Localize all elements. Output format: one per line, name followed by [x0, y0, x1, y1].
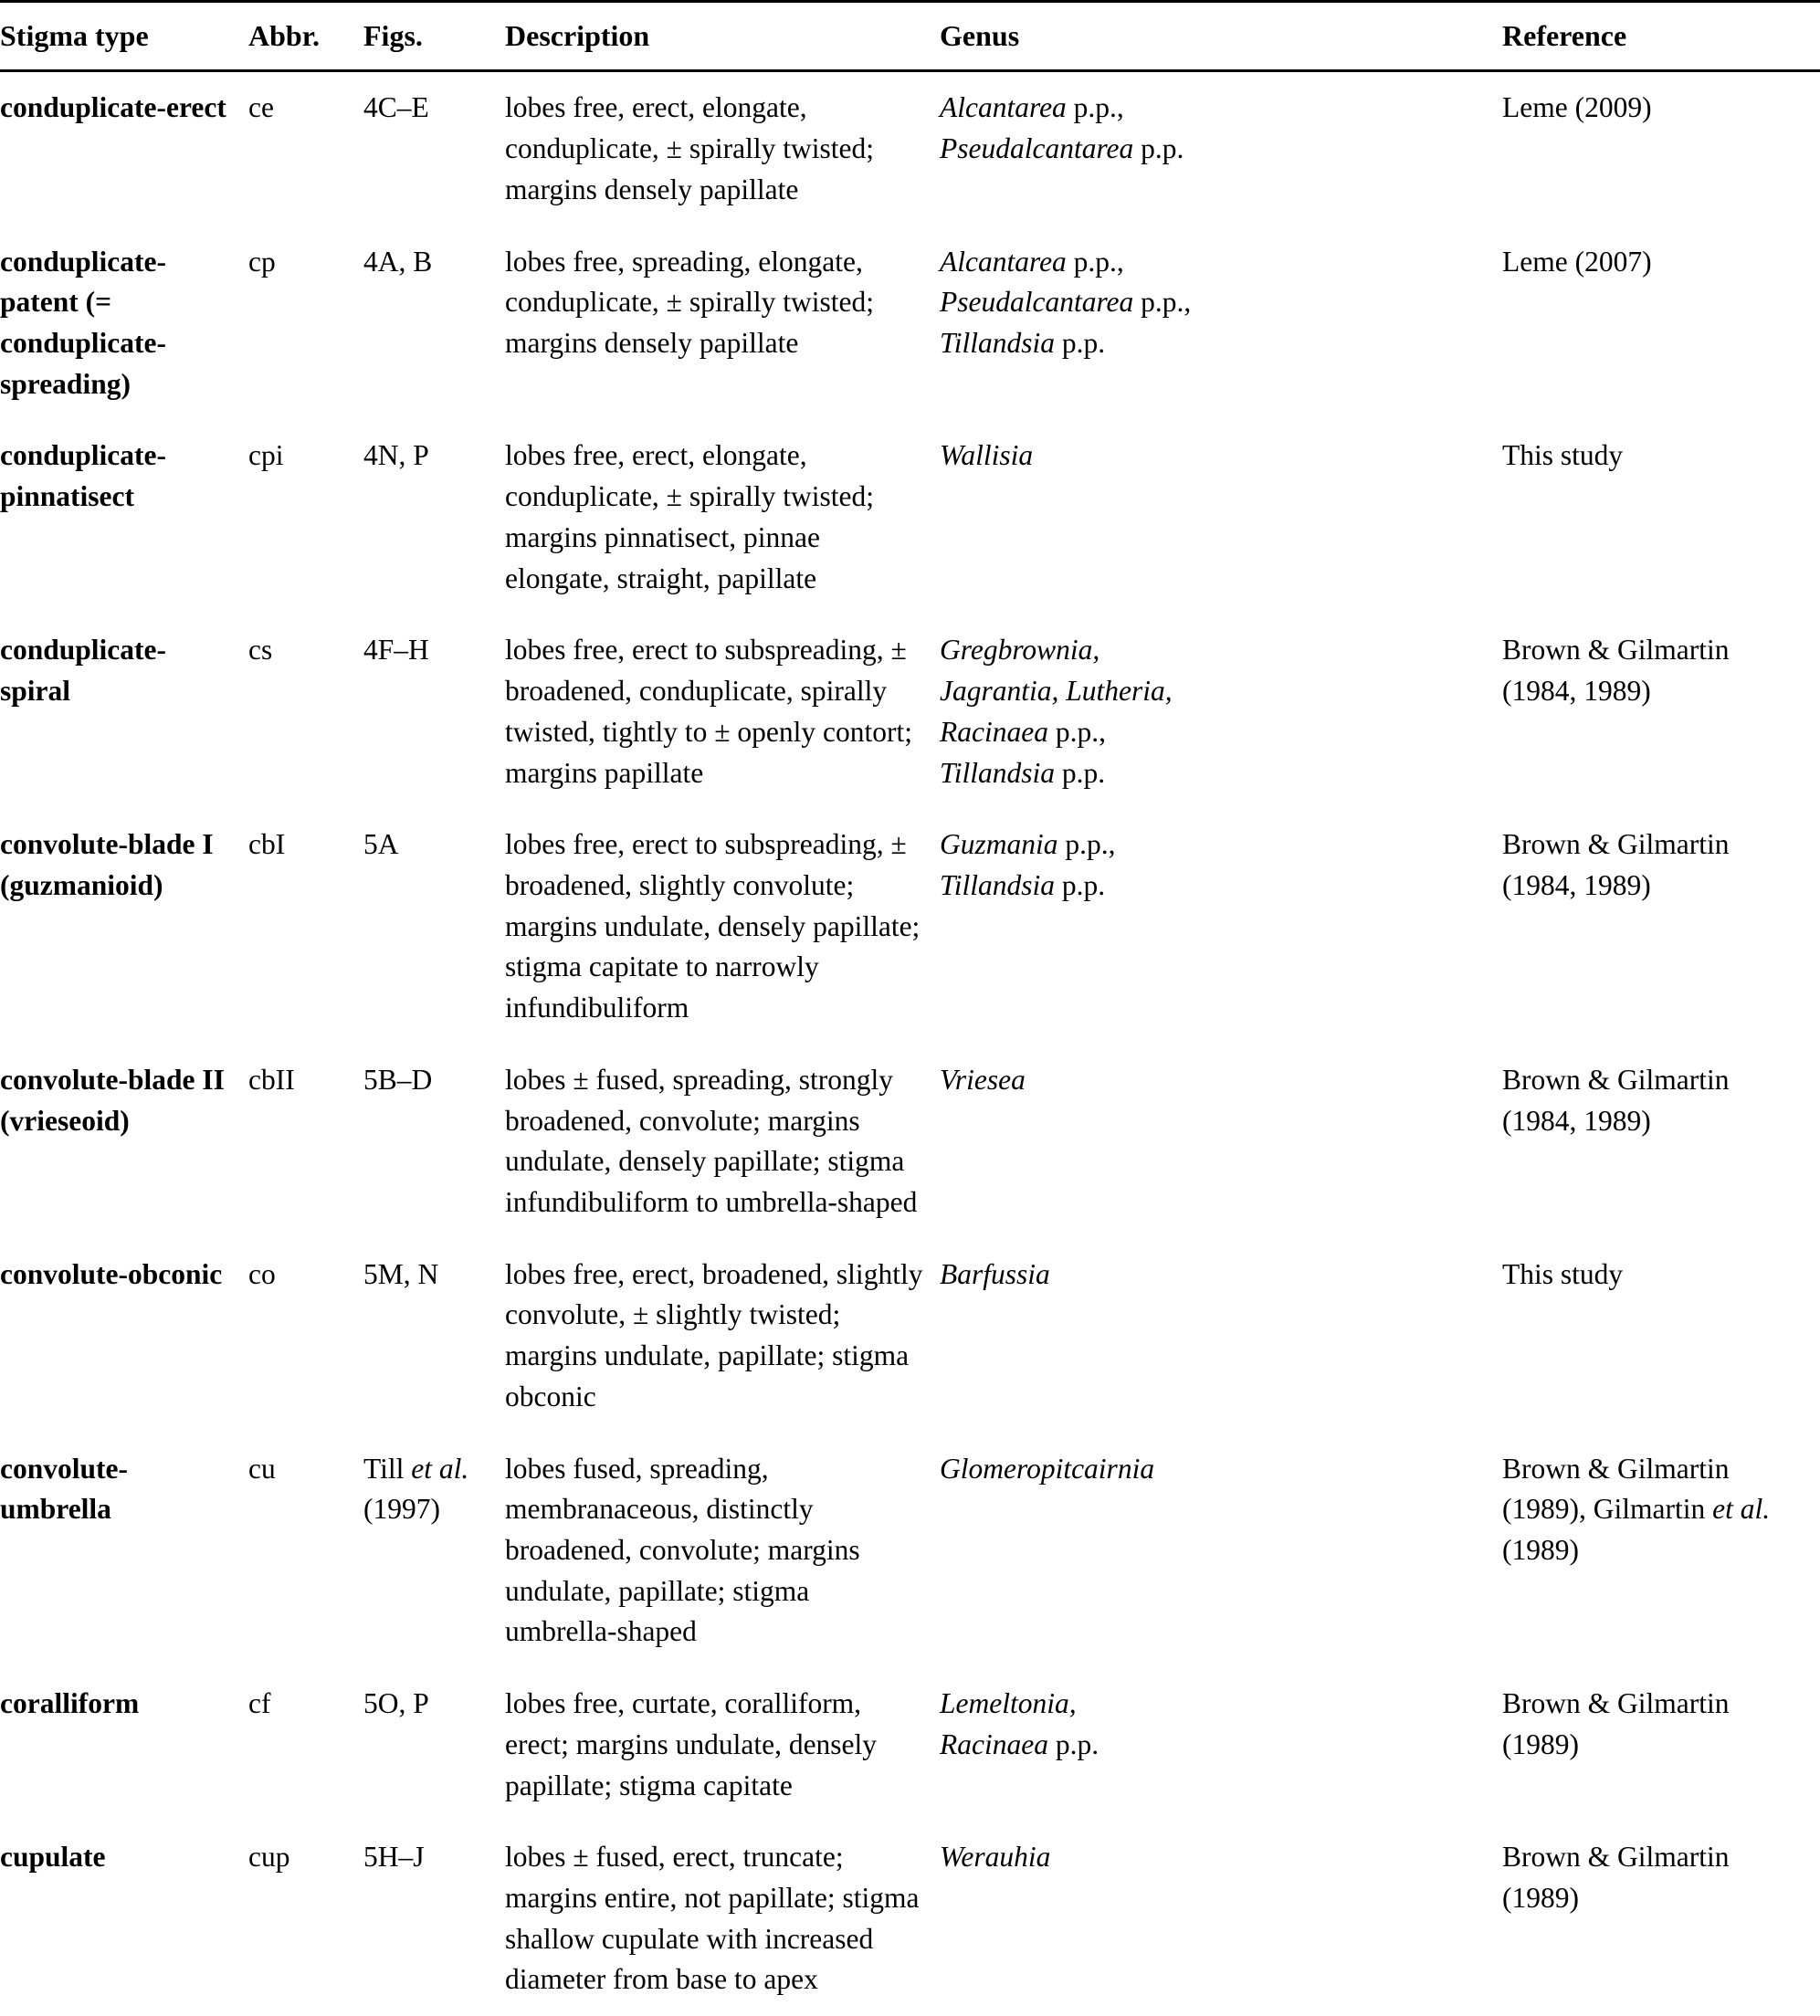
cell-figs: [363, 226, 505, 421]
text-run: 5B–D: [363, 1063, 433, 1096]
table-row: [0, 614, 1820, 809]
cell-reference: [1502, 420, 1820, 614]
genus-name: Racinaea: [940, 715, 1048, 748]
cell-abbr: cf: [248, 1687, 271, 1720]
cell-description: lobes free, erect, elongate, conduplicate, ± spirally twisted; margins densely papillate: [505, 91, 874, 205]
cell-genus: [940, 71, 1502, 226]
cell-description: lobes free, erect, broadened, slightly convolute, ± slightly twisted; margins undulate, papillate; stigma obconic: [505, 1257, 923, 1412]
cell-genus: [940, 1045, 1502, 1239]
text-run: p.p.,: [1057, 828, 1116, 861]
cell-reference: [1502, 809, 1820, 1045]
column-header-genus: Genus: [940, 2, 1502, 71]
cell-figs: [363, 71, 505, 226]
genus-name: Gregbrownia,: [940, 634, 1100, 667]
cell-stigma-type: convolute-obconic: [0, 1257, 223, 1290]
cell-description: lobes ± fused, spreading, strongly broadened, convolute; margins undulate, densely papillate; stigma infundibuliform to umbrella-shaped: [505, 1063, 918, 1218]
text-run: 4N, P: [363, 439, 429, 472]
genus-name: Pseudalcantarea: [940, 286, 1134, 319]
text-run: Brown & Gilmartin (1989), Gilmartin: [1502, 1452, 1730, 1526]
text-run: p.p.: [1055, 327, 1106, 360]
cell-stigma-type: conduplicate-pinnatisect: [0, 439, 167, 513]
text-run: Brown & Gilmartin (1984, 1989): [1502, 1063, 1730, 1137]
cell-description: lobes fused, spreading, membranaceous, distinctly broadened, convolute; margins undulate, papillate; stigma umbrella-shaped: [505, 1452, 860, 1648]
cell-abbr: ce: [248, 91, 274, 124]
genus-name: Tillandsia: [940, 327, 1056, 360]
cell-figs: [363, 1045, 505, 1239]
column-header-abbr: Abbr.: [248, 2, 363, 71]
text-run: p.p.: [1055, 756, 1106, 789]
text-run: 5O, P: [363, 1687, 429, 1720]
genus-name: Lemeltonia,: [940, 1687, 1077, 1720]
genus-name: Alcantarea: [940, 245, 1067, 278]
cell-genus: [940, 1668, 1502, 1822]
cell-reference: [1502, 1822, 1820, 2016]
text-run: (1997): [363, 1493, 440, 1526]
cell-genus: [940, 614, 1502, 809]
table-row: [0, 71, 1820, 226]
cell-description: lobes free, curtate, coralliform, erect; margins undulate, densely papillate; stigma capitate: [505, 1687, 878, 1801]
column-header-description: Description: [505, 2, 940, 71]
cell-description: lobes free, erect to subspreading, ± broadened, slightly convolute; margins undulate, densely papillate; stigma capitate to narrowly infundibuliform: [505, 828, 921, 1024]
cell-stigma-type: conduplicate-erect: [0, 91, 226, 124]
text-run: 4A, B: [363, 245, 433, 278]
cell-reference: [1502, 1045, 1820, 1239]
cell-stigma-type: coralliform: [0, 1687, 140, 1720]
column-header-figs: Figs.: [363, 2, 505, 71]
cell-figs: [363, 420, 505, 614]
cell-genus: [940, 420, 1502, 614]
text-run: Brown & Gilmartin (1989): [1502, 1687, 1730, 1760]
text-run: p.p.,: [1066, 91, 1124, 124]
table-body: [0, 71, 1820, 2016]
genus-name: Vriesea: [940, 1063, 1026, 1096]
cell-abbr: cbII: [248, 1063, 295, 1096]
genus-name: Guzmania: [940, 828, 1058, 861]
genus-name: Tillandsia: [940, 868, 1056, 901]
cell-figs: [363, 1239, 505, 1433]
genus-name: Werauhia: [940, 1841, 1051, 1874]
cell-description: lobes free, erect, elongate, conduplicate, ± spirally twisted; margins pinnatisect, pinnae elongate, straight, papillate: [505, 439, 874, 594]
table-row: [0, 1045, 1820, 1239]
text-run: This study: [1502, 1257, 1624, 1290]
cell-figs: [363, 1668, 505, 1822]
text-run: p.p.,: [1047, 715, 1106, 748]
text-run: 5M, N: [363, 1257, 439, 1290]
text-run: 4F–H: [363, 634, 429, 667]
cell-figs: [363, 1822, 505, 2016]
cell-genus: [940, 1433, 1502, 1669]
cell-stigma-type: convolute-blade II (vrieseoid): [0, 1063, 225, 1137]
cell-figs: [363, 1433, 505, 1669]
table-row: [0, 1668, 1820, 1822]
genus-name: Tillandsia: [940, 756, 1056, 789]
column-header-stigma-type: Stigma type: [0, 2, 248, 71]
table-row: [0, 1822, 1820, 2016]
text-run: (1989): [1502, 1534, 1579, 1566]
text-run: 4C–E: [363, 91, 429, 124]
cell-reference: [1502, 71, 1820, 226]
text-run: This study: [1502, 439, 1624, 472]
text-run: 5A: [363, 828, 399, 861]
cell-reference: [1502, 226, 1820, 421]
genus-name: et al.: [1712, 1493, 1771, 1526]
text-run: Brown & Gilmartin (1989): [1502, 1841, 1730, 1915]
cell-description: lobes free, spreading, elongate, conduplicate, ± spirally twisted; margins densely papillate: [505, 245, 874, 360]
cell-reference: [1502, 614, 1820, 809]
cell-abbr: cp: [248, 245, 276, 278]
genus-name: Racinaea: [940, 1727, 1048, 1760]
text-run: Leme (2007): [1502, 245, 1652, 278]
cell-reference: [1502, 1239, 1820, 1433]
table-header-row: [0, 2, 1820, 71]
genus-name: Jagrantia, Lutheria,: [940, 675, 1173, 708]
genus-name: Wallisia: [940, 439, 1034, 472]
cell-stigma-type: convolute-umbrella: [0, 1452, 128, 1526]
cell-abbr: cbI: [248, 828, 286, 861]
text-run: p.p.: [1133, 132, 1184, 165]
genus-name: Alcantarea: [940, 91, 1067, 124]
genus-name: Barfussia: [940, 1257, 1050, 1290]
text-run: p.p.,: [1133, 286, 1192, 319]
genus-name: Pseudalcantarea: [940, 132, 1134, 165]
cell-abbr: cs: [248, 634, 273, 667]
text-run: Brown & Gilmartin (1984, 1989): [1502, 634, 1730, 708]
text-run: p.p.,: [1066, 245, 1124, 278]
cell-stigma-type: conduplicate-patent (= conduplicate-spreading): [0, 245, 167, 400]
cell-genus: [940, 809, 1502, 1045]
text-run: Till: [363, 1452, 412, 1485]
cell-figs: [363, 809, 505, 1045]
cell-stigma-type: cupulate: [0, 1841, 106, 1874]
text-run: Brown & Gilmartin (1984, 1989): [1502, 828, 1730, 901]
cell-description: lobes ± fused, erect, truncate; margins entire, not papillate; stigma shallow cupulate with increased diameter from base to apex: [505, 1841, 920, 1996]
cell-abbr: cpi: [248, 439, 284, 472]
cell-genus: [940, 1822, 1502, 2016]
cell-genus: [940, 1239, 1502, 1433]
cell-reference: [1502, 1668, 1820, 1822]
cell-abbr: cup: [248, 1841, 290, 1874]
cell-genus: [940, 226, 1502, 421]
cell-description: lobes free, erect to subspreading, ± broadened, conduplicate, spirally twisted, tightly to ± openly contort; margins papillate: [505, 634, 912, 789]
column-header-reference: Reference: [1502, 2, 1820, 71]
cell-stigma-type: conduplicate-spiral: [0, 634, 167, 708]
text-run: p.p.: [1047, 1727, 1099, 1760]
table-row: [0, 226, 1820, 421]
genus-name: Glomeropitcairnia: [940, 1452, 1155, 1485]
table-row: [0, 1239, 1820, 1433]
cell-figs: [363, 614, 505, 809]
table-row: [0, 420, 1820, 614]
text-run: p.p.: [1055, 868, 1106, 901]
table-row: [0, 1433, 1820, 1669]
text-run: Leme (2009): [1502, 91, 1652, 124]
genus-name: et al.: [411, 1452, 469, 1485]
cell-abbr: co: [248, 1257, 276, 1290]
cell-reference: [1502, 1433, 1820, 1669]
cell-abbr: cu: [248, 1452, 276, 1485]
text-run: 5H–J: [363, 1841, 425, 1874]
table-header: [0, 2, 1820, 71]
cell-stigma-type: convolute-blade I (guzmanioid): [0, 828, 214, 901]
table-row: [0, 809, 1820, 1045]
